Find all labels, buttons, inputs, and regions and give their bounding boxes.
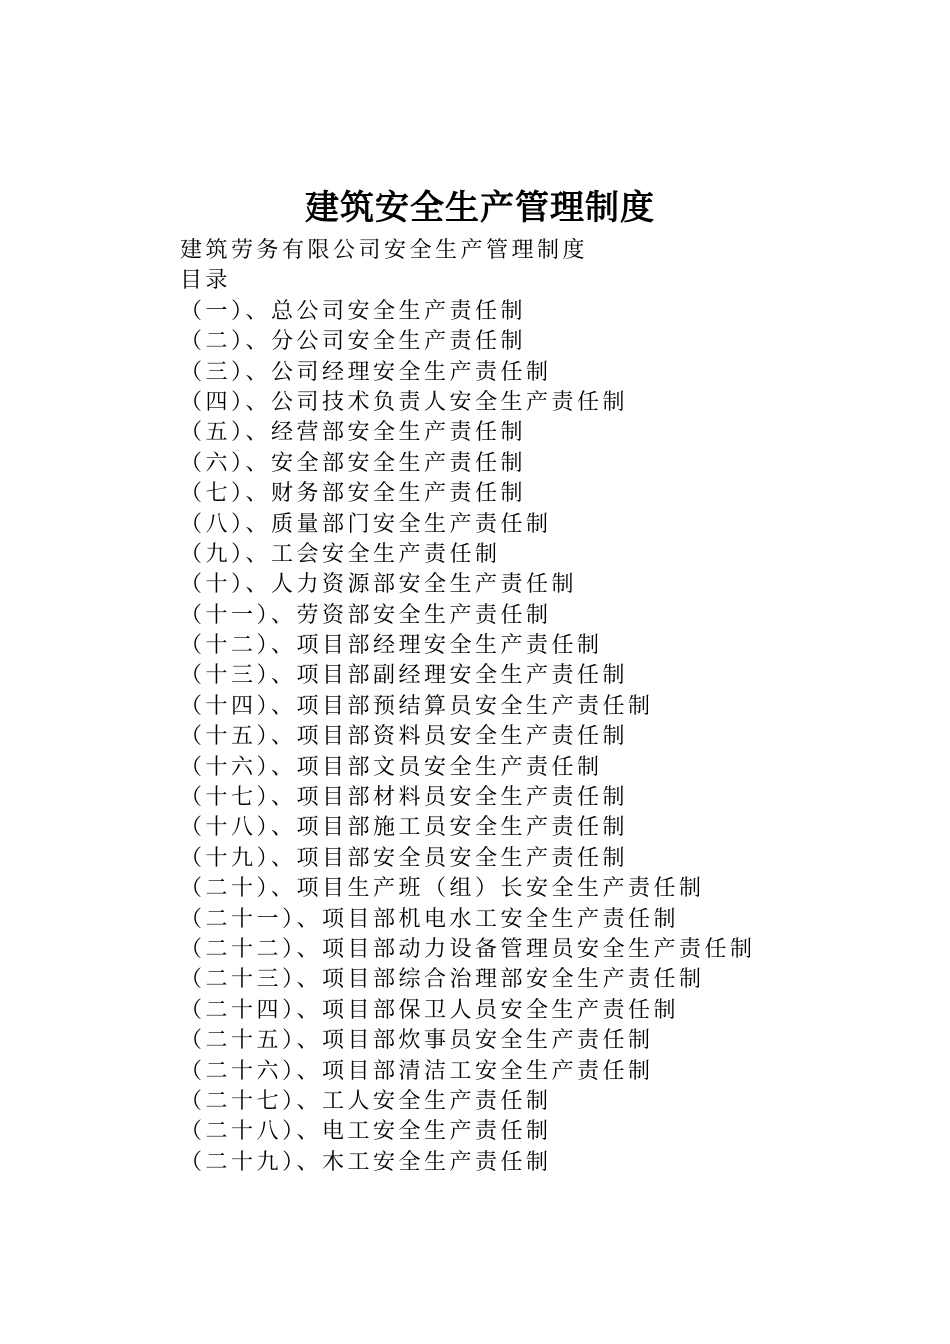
toc-item: （十五）、项目部资料员安全生产责任制 <box>180 724 629 750</box>
toc-item: （二十）、项目生产班（组）长安全生产责任制 <box>180 876 705 902</box>
toc-item: （五）、经营部安全生产责任制 <box>180 420 527 446</box>
document-body <box>180 236 900 1178</box>
toc-list <box>180 297 900 1178</box>
toc-item: （十二）、项目部经理安全生产责任制 <box>180 633 603 659</box>
toc-item: （十）、人力资源部安全生产责任制 <box>180 572 578 598</box>
toc-item: （二十三）、项目部综合治理部安全生产责任制 <box>180 967 705 993</box>
toc-item: （九）、工会安全生产责任制 <box>180 541 501 567</box>
toc-item: （七）、财务部安全生产责任制 <box>180 481 527 507</box>
toc-item: （十四）、项目部预结算员安全生产责任制 <box>180 693 654 719</box>
toc-item: （二十二）、项目部动力设备管理员安全生产责任制 <box>180 936 756 962</box>
toc-item: （二十五）、项目部炊事员安全生产责任制 <box>180 1028 654 1054</box>
toc-item: （十九）、项目部安全员安全生产责任制 <box>180 845 629 871</box>
toc-item: （十三）、项目部副经理安全生产责任制 <box>180 663 629 689</box>
toc-item: （二十六）、项目部清洁工安全生产责任制 <box>180 1058 654 1084</box>
toc-item: （十七）、项目部材料员安全生产责任制 <box>180 785 629 811</box>
toc-item: （二十九）、木工安全生产责任制 <box>180 1149 552 1175</box>
document-title: 建筑安全生产管理制度 <box>305 188 655 228</box>
toc-item: （二十七）、工人安全生产责任制 <box>180 1088 552 1114</box>
toc-item: （四）、公司技术负责人安全生产责任制 <box>180 389 629 415</box>
document-subtitle: 建筑劳务有限公司安全生产管理制度 <box>180 238 589 263</box>
toc-item: （十六）、项目部文员安全生产责任制 <box>180 754 603 780</box>
toc-item: （十一）、劳资部安全生产责任制 <box>180 602 552 628</box>
toc-item: （二十四）、项目部保卫人员安全生产责任制 <box>180 997 680 1023</box>
toc-item: （二）、分公司安全生产责任制 <box>180 329 527 355</box>
toc-heading: 目录 <box>180 268 232 294</box>
toc-item: （十八）、项目部施工员安全生产责任制 <box>180 815 629 841</box>
toc-item: （一）、总公司安全生产责任制 <box>180 298 527 324</box>
toc-item: （八）、质量部门安全生产责任制 <box>180 511 552 537</box>
toc-item: （三）、公司经理安全生产责任制 <box>180 359 552 385</box>
toc-item: （六）、安全部安全生产责任制 <box>180 450 527 476</box>
toc-item: （二十八）、电工安全生产责任制 <box>180 1119 552 1145</box>
toc-item: （二十一）、项目部机电水工安全生产责任制 <box>180 906 680 932</box>
